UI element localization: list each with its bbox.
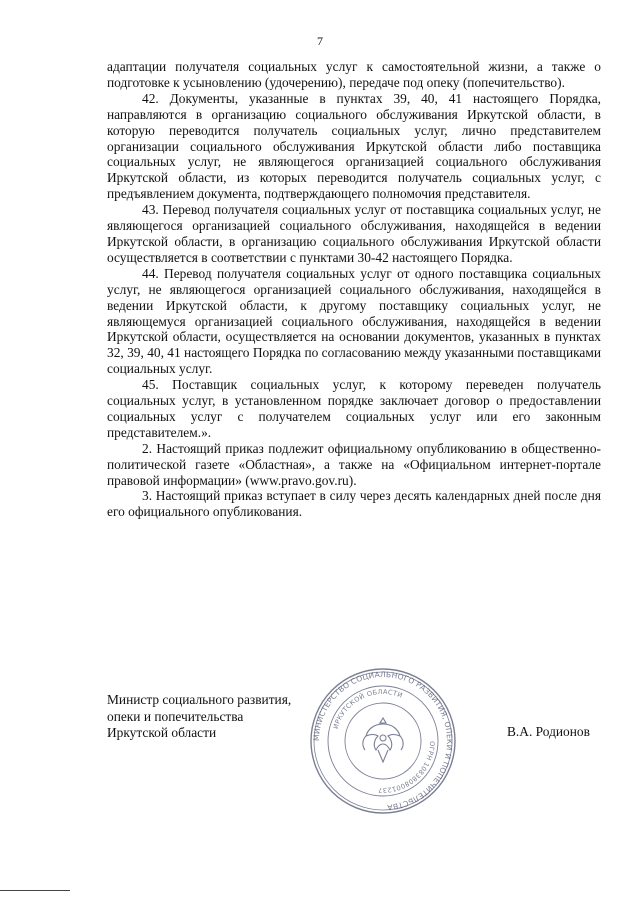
document-body: [107, 59, 601, 520]
official-seal: [308, 666, 458, 816]
coat-of-arms-icon: [363, 718, 403, 762]
page-number: 7: [317, 34, 323, 48]
paragraph-continuation: адаптации получателя социальных услуг к самостоятельной жизни, а также о подготовке к усыновлению (удочерению), передаче под опеку (попечительство).: [107, 59, 601, 90]
paragraph-item-44: 44. Перевод получателя социальных услуг от одного поставщика социальных услуг, не являющегося организацией социального обслуживания, находящейся в ведении Иркутской области, к другому поставщику социальных услуг, не являющемуся организацией социального обслуживания, находящейся в ведении Иркутской области, осуществляется на основании документов, указанных в пунктах 32, 39, 40, 41 настоящего Порядка по согласованию между указанными поставщиками социальных услуг.: [107, 265, 601, 377]
signatory-position-line: Иркутской области: [107, 725, 217, 740]
footer-divider: [0, 890, 70, 891]
svg-text:ИРКУТСКОЙ ОБЛАСТИ: [332, 688, 404, 730]
seal-outer-text: МИНИСТЕРСТВО СОЦИАЛЬНОГО РАЗВИТИЯ, ОПЕКИ И ПОПЕЧИТЕЛЬСТВА: [311, 669, 455, 812]
paragraph-item-43: 43. Перевод получателя социальных услуг от поставщика социальных услуг, не являющегося организацией социального обслуживания, находящейся в ведении Иркутской области, в организацию социального обслуживания Иркутской области осуществляется в соответствии с пунктами 30-42 настоящего Порядка.: [107, 202, 601, 265]
signatory-name: В.А. Родионов: [507, 724, 590, 739]
paragraph-item-45: 45. Поставщик социальных услуг, к которому переведен получатель социальных услуг, в установленном порядке заключает договор о предоставлении социальных услуг с получателем социальных услуг или его законным представителем.».: [107, 377, 601, 440]
seal-inner-text: ИРКУТСКОЙ ОБЛАСТИ: [331, 687, 404, 730]
paragraph-item-42: 42. Документы, указанные в пунктах 39, 40, 41 настоящего Порядка, направляются в организацию социального обслуживания Иркутской области, в которую переводится получатель социальных услуг, лично представителем организации социального обслуживания Иркутской области либо поставщика социальных услуг, не являющегося организацией социального обслуживания Иркутской области, из которых переводится получатель социальных услуг, с предъявлением документа, подтверждающего полномочия представителя.: [107, 90, 601, 202]
paragraph-clause-3: 3. Настоящий приказ вступает в силу через десять календарных дней после дня его официального опубликования.: [107, 488, 601, 520]
paragraph-clause-2: 2. Настоящий приказ подлежит официальному опубликованию в общественно-политической газете «Областная», а также на «Официальном интернет-портале правовой информации» (www.pravo.gov.ru).: [107, 440, 601, 488]
signatory-position-line: Министр социального развития,: [107, 692, 292, 707]
seal-ogrn-text: ОГРН 1083808001237: [377, 740, 437, 795]
signatory-position-line: опеки и попечительства: [107, 708, 244, 724]
